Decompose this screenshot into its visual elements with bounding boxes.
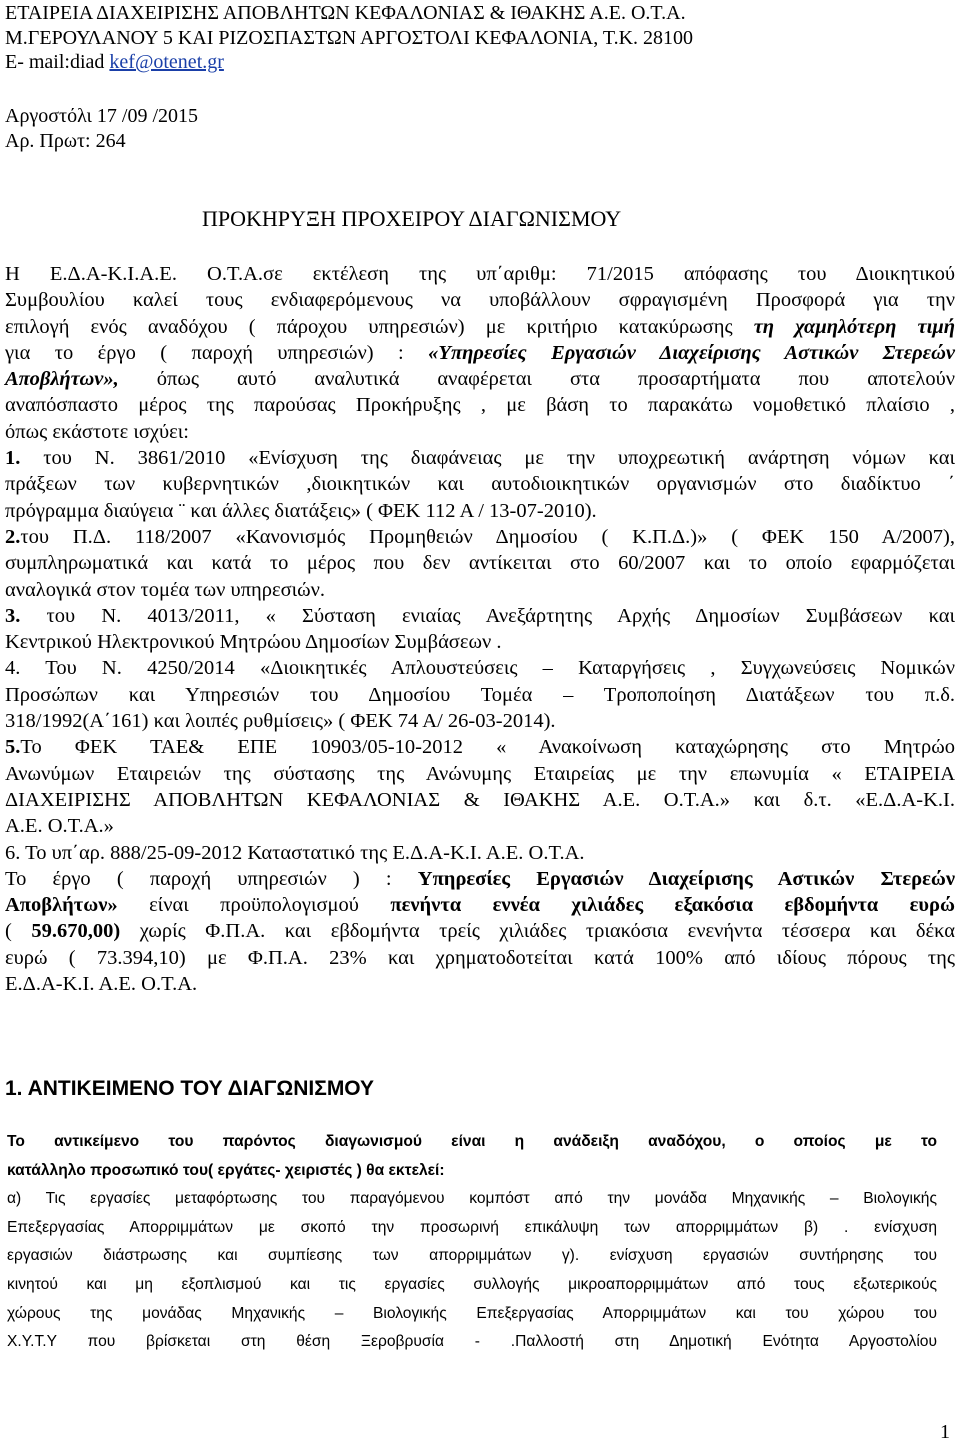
intro-line: Συμβουλίου καλεί τους ενδιαφερόμενους να υποβάλλουν σφραγισμένη Προσφορά για την [5, 289, 955, 312]
law-text: του Ν. 4013/2011, « Σύσταση ενιαίας Ανεξάρτητης Αρχής Δημοσίων Συμβάσεων και [20, 604, 955, 627]
section-line: α) Τις εργασίες μεταφόρτωσης του παραγόμενου κομπόστ από την μονάδα Μηχανικής – Βιολογικής [7, 1190, 937, 1208]
law-line: 318/1992(Α΄161) και λοιπές ρυθμίσεις» ( ΦΕΚ 74 Α/ 26-03-2014). [5, 710, 556, 733]
intro-line [5, 366, 955, 392]
email-line [5, 50, 224, 74]
intro-line: αναπόσπαστο μέρος της παρούσας Προκήρυξης , με βάση το παρακάτω νομοθετικό πλαίσιο , [5, 394, 955, 417]
section-bold-line: Το αντικείμενο του παρόντος διαγωνισμού είναι η ανάδειξη αναδόχου, ο οποίος με το [7, 1133, 937, 1150]
intro-line [5, 340, 955, 366]
intro-text: όπως αυτό αναλυτικά αναφέρεται στα προσαρτήματα που αποτελούν [118, 368, 955, 391]
project-title: Υπηρεσίες Εργασιών Διαχείρισης Αστικών Στερεών [417, 867, 955, 890]
law-line: Α.Ε. Ο.Τ.Α.» [5, 815, 114, 838]
email-prefix: E- mail:diad [5, 51, 110, 73]
intro-line: Η Ε.Δ.Α-Κ.Ι.Α.Ε. Ο.Τ.Α.σε εκτέλεση της υπ΄αριθμ: 71/2015 απόφασης του Διοικητικού [5, 263, 955, 285]
project-title: «Υπηρεσίες Εργασιών Διαχείρισης Αστικών Στερεών [428, 341, 955, 364]
budget-line [5, 918, 955, 944]
project-title-end: Αποβλήτων» [5, 894, 118, 917]
section-line: εργασιών διάστρωσης και συμπίεσης των απορριμμάτων γ). ενίσχυση εργασιών συντήρησης του [7, 1247, 937, 1265]
org-name-line: ΕΤΑΙΡΕΙΑ ΔΙΑΧΕΙΡΙΣΗΣ ΑΠΟΒΛΗΤΩΝ ΚΕΦΑΛΟΝΙΑΣ & ΙΘΑΚΗΣ Α.Ε. Ο.Τ.Α. [5, 2, 686, 24]
section-bold-line: κατάλληλο προσωπικό του( εργάτες- χειριστές ) θα εκτελεί: [7, 1161, 445, 1179]
law-item-6: 6. Το υπ΄αρ. 888/25-09-2012 Καταστατικό της Ε.Δ.Α-Κ.Ι. Α.Ε. Ο.Τ.Α. [5, 841, 585, 864]
budget-amount-net: 59.670,00) [31, 920, 121, 943]
section-line: χώρους της μονάδας Μηχανικής – Βιολογικής Επεξεργασίας Απορριμμάτων και του χώρου του [7, 1304, 937, 1322]
law-line: συμπληρωματικά και κατά το μέρος που δεν αντίκειται στο 60/2007 και το οποίο εφαρμόζεται [5, 552, 955, 575]
org-address-line: Μ.ΓΕΡΟΥΛΑΝΟΥ 5 ΚΑΙ ΡΙΖΟΣΠΑΣΤΩΝ ΑΡΓΟΣΤΟΛΙ ΚΕΦΑΛΟΝΙΑ, Τ.Κ. 28100 [5, 27, 694, 49]
law-text: του Ν. 3861/2010 «Ενίσχυση της διαφάνειας με την υποχρεωτική ανάρτηση νόμων και [20, 447, 955, 470]
law-line: Κεντρικού Ηλεκτρονικού Μητρώου Δημοσίων Συμβάσεων . [5, 631, 502, 654]
law-line: πρόγραμμα διαύγεια ¨ και άλλες διατάξεις» ( ΦΕΚ 112 Α / 13-07-2010). [5, 499, 597, 522]
law-line: Προσώπων και Υπηρεσιών του Δημοσίου Τομέα – Τροποποίηση Διατάξεων του π.δ. [5, 683, 955, 706]
law-line: πράξεων των κυβερνητικών ,διοικητικών και αυτοδιοικητικών οργανισμών στο διαδίκτυο ΄ [5, 473, 955, 496]
section-line: κινητού και μη εξοπλισμού και τις εργασίες συλλογής μικροαπορριμμάτων από τους εξωτερικούς [7, 1275, 937, 1293]
budget-line [5, 892, 955, 918]
law-line: Ανωνύμων Εταιρειών της σύστασης της Ανώνυμης Εταιρείας με την επωνυμία « ΕΤΑΙΡΕΙΑ [5, 762, 955, 785]
law-number: 2. [5, 525, 21, 548]
law-item-4: 4. Του Ν. 4250/2014 «Διοικητικές Απλουστεύσεις – Καταργήσεις , Συγχωνεύσεις Νομικών [5, 657, 955, 680]
law-line: αναλογικά στον τομέα των υπηρεσιών. [5, 578, 326, 601]
law-item-1 [5, 445, 955, 471]
budget-line: ευρώ ( 73.394,10) με Φ.Π.Α. 23% και χρηματοδοτείται κατά 100% από ιδίους πόρους της [5, 946, 955, 969]
law-number: 3. [5, 604, 21, 627]
award-criterion: τη χαμηλότερη τιμή [753, 315, 955, 338]
document-title: ΠΡΟΚΗΡΥΞΗ ΠΡΟΧΕΙΡΟΥ ΔΙΑΓΩΝΙΣΜΟΥ [202, 206, 622, 231]
intro-text: επιλογή ενός αναδόχου ( πάροχου υπηρεσιών) με κριτήριο κατακύρωσης [5, 315, 754, 338]
law-item-2 [5, 524, 955, 550]
law-number: 5. [5, 736, 21, 759]
email-link[interactable]: kef@otenet.gr [109, 51, 224, 73]
project-title-end: Αποβλήτων», [5, 368, 119, 391]
budget-text: ( [5, 920, 32, 943]
section-line: Επεξεργασίας Απορριμμάτων με σκοπό την προσωρινή επικάλυψη των απορριμμάτων β) . ενίσχυση [7, 1218, 937, 1236]
intro-line [5, 314, 955, 340]
law-line: ΔΙΑΧΕΙΡΙΣΗΣ ΑΠΟΒΛΗΤΩΝ ΚΕΦΑΛΟΝΙΑΣ & ΙΘΑΚΗΣ Α.Ε. Ο.Τ.Α.» και δ.τ. «Ε.Δ.Α-Κ.Ι. [5, 788, 955, 811]
law-text: του Π.Δ. 118/2007 «Κανονισμός Προμηθειών Δημοσίου ( Κ.Π.Δ.)» ( ΦΕΚ 150 Α/2007), [20, 525, 955, 548]
budget-text: Το έργο ( παροχή υπηρεσιών ) : [5, 867, 418, 890]
law-item-5 [5, 734, 955, 760]
date-line: Αργοστόλι 17 /09 /2015 [5, 105, 199, 127]
intro-paragraph [5, 261, 955, 997]
budget-text: είναι προϋπολογισμού [117, 894, 391, 917]
intro-line: όπως εκάστοτε ισχύει: [5, 420, 189, 443]
budget-amount-words: πενήντα εννέα χιλιάδες εξακόσια εβδομήντα ευρώ [390, 894, 955, 917]
intro-text: για το έργο ( παροχή υπηρεσιών) : [5, 341, 429, 364]
budget-text: χωρίς Φ.Π.Α. και εβδομήντα τρείς χιλιάδες τριακόσια ενενήντα τέσσερα και δέκα [120, 920, 956, 943]
budget-line [5, 866, 955, 892]
section-heading: 1. ΑΝΤΙΚΕΙΜΕΝΟ ΤΟΥ ΔΙΑΓΩΝΙΣΜΟΥ [5, 1077, 375, 1100]
law-number: 1. [5, 447, 21, 470]
law-item-3 [5, 603, 955, 629]
section-body [7, 1128, 937, 1357]
law-text: Το ΦΕΚ ΤΑΕ& ΕΠΕ 10903/05-10-2012 « Ανακοίνωση καταχώρησης στο Μητρώο [20, 736, 955, 759]
budget-line: Ε.Δ.Α-Κ.Ι. Α.Ε. Ο.Τ.Α. [5, 973, 198, 996]
section-line: Χ.Υ.Τ.Υ που βρίσκεται στη θέση Ξεροβρυσία - .Παλλοστή στη Δημοτική Ενότητα Αργοστολίου [7, 1333, 937, 1351]
protocol-number: Αρ. Πρωτ: 264 [5, 130, 126, 152]
page-number: 1 [940, 1421, 950, 1443]
